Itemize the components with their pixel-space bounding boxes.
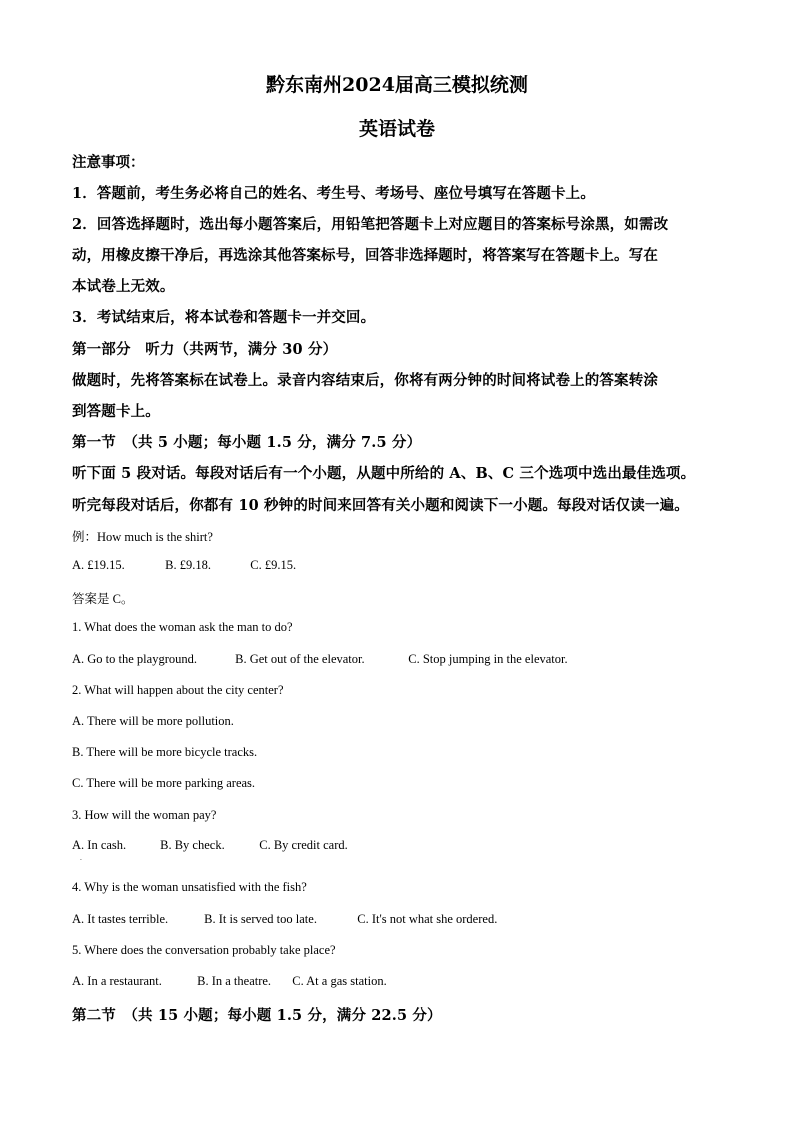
example-question: 例：How much is the shirt? xyxy=(72,530,213,544)
notice-item-3: 3．考试结束后，将本试卷和答题卡一并交回。 xyxy=(72,309,376,326)
example-options xyxy=(72,558,296,573)
question-2: 2. What will happen about the city center? xyxy=(72,683,284,697)
part1-intro-line-1: 做题时，先将答案标在试卷上。录音内容结束后，你将有两分钟的时间将试卷上的答案转涂 xyxy=(72,372,658,389)
q1-option-b: B. Get out of the elevator. xyxy=(235,652,365,666)
question-5: 5. Where does the conversation probably take place? xyxy=(72,943,336,957)
part1-heading: 第一部分 听力（共两节，满分 30 分） xyxy=(72,341,338,358)
example-option-c: C. £9.15. xyxy=(250,558,297,572)
notice-item-2-line-2: 动，用橡皮擦干净后，再选涂其他答案标号，回答非选择题时，将答案写在答题卡上。写在 xyxy=(72,247,658,264)
notice-item-1: 1．答题前，考生务必将自己的姓名、考生号、考场号、座位号填写在答题卡上。 xyxy=(72,185,595,202)
exam-subtitle: 英语试卷 xyxy=(358,118,435,140)
section1-instructions-line-1: 听下面 5 段对话。每段对话后有一个小题，从题中所给的 A、B、C 三个选项中选出最佳选项。 xyxy=(72,465,696,482)
section1-instructions-line-2: 听完每段对话后，你都有 10 秒钟的时间来回答有关小题和阅读下一小题。每段对话仅读一遍。 xyxy=(72,497,689,514)
q2-option-b: B. There will be more bicycle tracks. xyxy=(72,745,258,759)
q4-option-b: B. It is served too late. xyxy=(204,912,317,926)
part1-intro-line-2: 到答题卡上。 xyxy=(72,403,160,420)
q5-option-b: B. In a theatre. xyxy=(197,974,272,988)
question-3: 3. How will the woman pay? xyxy=(72,808,217,822)
q1-option-c: C. Stop jumping in the elevator. xyxy=(408,652,568,666)
section2-heading: 第二节 （共 15 小题；每小题 1.5 分，满分 22.5 分） xyxy=(72,1007,442,1024)
q4-option-c: C. It's not what she ordered. xyxy=(357,912,498,926)
q4-option-a: A. It tastes terrible. xyxy=(72,912,169,926)
question-3-options xyxy=(72,838,348,853)
q2-option-c: C. There will be more parking areas. xyxy=(72,776,256,790)
q3-option-b: B. By check. xyxy=(160,838,225,852)
q3-option-a: A. In cash. xyxy=(72,838,127,852)
notice-item-2-line-3: 本试卷上无效。 xyxy=(72,278,175,295)
question-1: 1. What does the woman ask the man to do? xyxy=(72,620,293,634)
q3-option-c: C. By credit card. xyxy=(259,838,348,852)
example-option-b: B. £9.18. xyxy=(165,558,211,572)
q2-option-a: A. There will be more pollution. xyxy=(72,714,234,728)
q5-option-c: C. At a gas station. xyxy=(292,974,387,988)
question-4: 4. Why is the woman unsatisfied with the fish? xyxy=(72,880,307,894)
example-answer: 答案是 C。 xyxy=(72,592,134,606)
exam-title: 黔东南州2024届高三模拟统测 xyxy=(266,74,528,96)
question-1-options xyxy=(72,652,568,667)
q1-option-a: A. Go to the playground. xyxy=(72,652,197,666)
notice-item-2-line-1: 2．回答选择题时，选出每小题答案后，用铅笔把答题卡上对应题目的答案标号涂黑，如需改 xyxy=(72,216,669,233)
example-option-a: A. £19.15. xyxy=(72,558,125,572)
notice-heading: 注意事项： xyxy=(72,154,145,171)
section1-heading: 第一节 （共 5 小题；每小题 1.5 分，满分 7.5 分） xyxy=(72,434,422,451)
q5-option-a: A. In a restaurant. xyxy=(72,974,162,988)
question-5-options xyxy=(72,974,387,989)
question-4-options xyxy=(72,912,497,927)
stray-mark: · xyxy=(80,857,82,864)
